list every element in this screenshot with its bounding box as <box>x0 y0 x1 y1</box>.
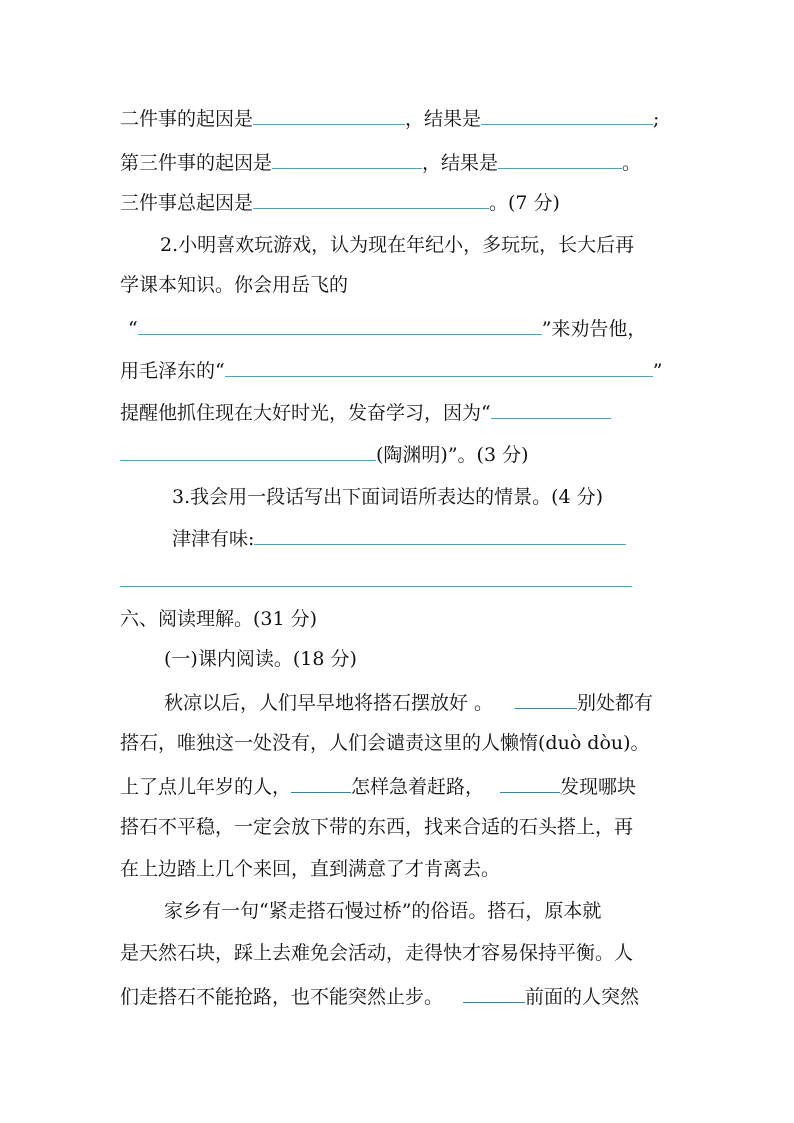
answer-blank[interactable] <box>291 768 351 793</box>
q2-text: ”来劝告他， <box>541 318 647 340</box>
q3-line-3 <box>120 562 632 596</box>
q1-line-3 <box>120 184 560 218</box>
answer-blank[interactable] <box>515 684 577 709</box>
answer-blank[interactable] <box>254 520 626 545</box>
passage-line: 搭石不平稳，一定会放下带的东西，找来合适的石头搭上，再 <box>120 816 634 838</box>
answer-blank[interactable] <box>120 562 632 587</box>
answer-blank[interactable] <box>491 394 611 419</box>
answer-blank[interactable] <box>120 436 376 461</box>
q2-line-6 <box>120 436 529 470</box>
passage-text: 别处都有 <box>577 692 654 714</box>
passage-text: 发现哪块 <box>560 776 637 798</box>
answer-blank[interactable] <box>225 352 653 377</box>
q1-text: ，结果是 <box>422 152 499 174</box>
answer-blank[interactable] <box>253 184 489 209</box>
q2-line-3 <box>128 310 646 344</box>
q2-line-5 <box>120 394 611 428</box>
passage-line: 是天然石块，踩上去难免会活动，走得快才容易保持平衡。人 <box>120 942 634 964</box>
passage-text: 上了点儿年岁的人， <box>120 776 292 798</box>
q3-label: 津津有味: <box>172 528 255 550</box>
section-subtitle: (一)课内阅读。(18 分) <box>164 648 357 670</box>
answer-blank[interactable] <box>138 310 542 335</box>
q2-line-4 <box>120 352 662 386</box>
answer-blank[interactable] <box>481 100 653 125</box>
q2-text: ” <box>652 360 663 382</box>
answer-blank[interactable] <box>272 144 422 169</box>
q2-text: (陶渊明)”。(3 分) <box>376 444 529 466</box>
passage-line: 搭石，唯独这一处没有，人们会谴责这里的人懒惰(duò dòu)。 <box>120 732 650 754</box>
q2-line-1: 2.小明喜欢玩游戏，认为现在年纪小，多玩玩，长大后再 <box>160 234 635 256</box>
answer-blank[interactable] <box>463 978 525 1003</box>
q1-line-1 <box>120 100 659 134</box>
section-title: 六、阅读理解。(31 分) <box>120 608 318 630</box>
passage-text: 秋凉以后，人们早早地将搭石摆放好 。 <box>164 692 494 714</box>
q1-text: 。(7 分) <box>489 192 560 214</box>
answer-blank[interactable] <box>498 144 622 169</box>
q1-text: 二件事的起因是 <box>120 108 254 130</box>
passage-line <box>120 768 636 802</box>
passage-text: 们走搭石不能抢路，也不能突然止步。 <box>120 986 444 1008</box>
q1-text: ，结果是 <box>405 108 482 130</box>
passage-line: 在上边踏上几个来回，直到满意了才肯离去。 <box>120 858 501 880</box>
q2-text: “ <box>128 318 138 340</box>
q2-text: 用毛泽东的“ <box>120 360 225 382</box>
q2-line-2: 学课本知识。你会用岳飞的 <box>120 274 349 296</box>
passage-line: 家乡有一句“紧走搭石慢过桥”的俗语。搭石，原本就 <box>164 900 602 922</box>
q1-text: 三件事总起因是 <box>120 192 254 214</box>
answer-blank[interactable] <box>500 768 560 793</box>
answer-blank[interactable] <box>253 100 405 125</box>
q1-text: 。 <box>622 152 642 174</box>
q3-line-1: 3.我会用一段话写出下面词语所表达的情景。(4 分) <box>172 486 604 508</box>
passage-text: 前面的人突然 <box>525 986 640 1008</box>
q2-text: 提醒他抓住现在大好时光，发奋学习，因为“ <box>120 402 491 424</box>
q1-line-2 <box>120 144 641 178</box>
passage-line <box>120 978 639 1012</box>
q1-text: 第三件事的起因是 <box>120 152 273 174</box>
passage-text: 怎样急着赶路， <box>351 776 485 798</box>
passage-line <box>164 684 653 718</box>
q1-text: ; <box>653 108 660 130</box>
q3-line-2 <box>172 520 626 554</box>
